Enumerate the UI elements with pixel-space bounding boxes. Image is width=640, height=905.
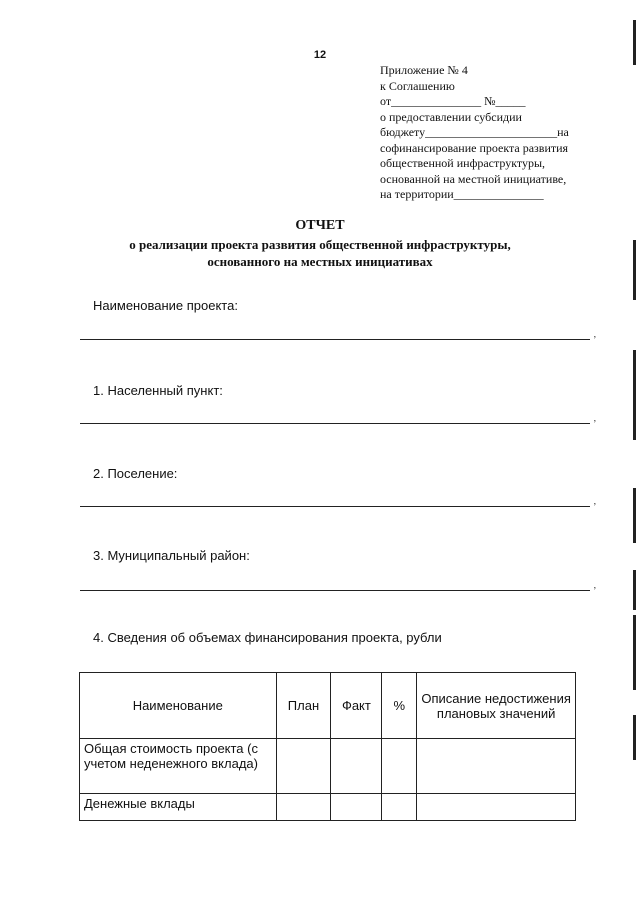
settlement-line[interactable] (80, 506, 590, 507)
appendix-block (380, 63, 595, 203)
table-cell: Денежные вклады (80, 794, 277, 821)
district-label: 3. Муниципальный район: (93, 548, 250, 563)
appendix-line: о предоставлении субсидии (380, 109, 522, 124)
report-subtitle (0, 236, 640, 270)
settlement-label: 2. Поселение: (93, 466, 178, 481)
section4-title: 4. Сведения об объемах финансирования проекта, рубли (93, 630, 442, 645)
subtitle-line: основанного на местных инициативах (207, 254, 433, 269)
project-name-line[interactable] (80, 339, 590, 340)
scan-edge-mark (633, 715, 636, 760)
table-header-row (80, 673, 576, 739)
header-description: Описание недостижения плановых значений (417, 673, 576, 739)
scan-edge-mark (633, 615, 636, 690)
table-cell[interactable] (382, 739, 417, 794)
scan-edge-mark (633, 350, 636, 440)
appendix-line: от_______________ №_____ (380, 94, 526, 108)
appendix-line: бюджету______________________на (380, 125, 569, 139)
table-row (80, 739, 576, 794)
scan-edge-mark (633, 570, 636, 610)
header-fact: Факт (331, 673, 382, 739)
header-name: Наименование (80, 673, 277, 739)
table-cell: Общая стоимость проекта (с учетом неденежного вклада) (80, 739, 277, 794)
table-cell[interactable] (331, 794, 382, 821)
table-cell[interactable] (276, 794, 331, 821)
district-line[interactable] (80, 590, 590, 591)
table-cell[interactable] (382, 794, 417, 821)
settlement-point-label: 1. Населенный пункт: (93, 383, 223, 398)
settlement-point-line[interactable] (80, 423, 590, 424)
table-row (80, 794, 576, 821)
appendix-line: Приложение № 4 (380, 63, 468, 77)
subtitle-line: о реализации проекта развития общественной инфраструктуры, (129, 237, 511, 252)
header-percent: % (382, 673, 417, 739)
appendix-line: к Соглашению (380, 78, 455, 93)
appendix-line: основанной на местной инициативе, (380, 171, 567, 186)
financing-table (79, 672, 576, 821)
scan-edge-mark (633, 240, 636, 300)
scan-edge-mark (633, 488, 636, 543)
appendix-line: софинансирование проекта развития (380, 140, 569, 155)
project-name-label: Наименование проекта: (93, 298, 238, 313)
table-cell[interactable] (417, 794, 576, 821)
table-cell[interactable] (276, 739, 331, 794)
appendix-line: общественной инфраструктуры, (380, 156, 546, 170)
appendix-line: на территории_______________ (380, 187, 544, 201)
table-cell[interactable] (331, 739, 382, 794)
scan-edge-mark (633, 20, 636, 65)
page-number: 12 (313, 49, 327, 61)
table-cell[interactable] (417, 739, 576, 794)
header-plan: План (276, 673, 331, 739)
report-title: ОТЧЕТ (295, 218, 345, 233)
